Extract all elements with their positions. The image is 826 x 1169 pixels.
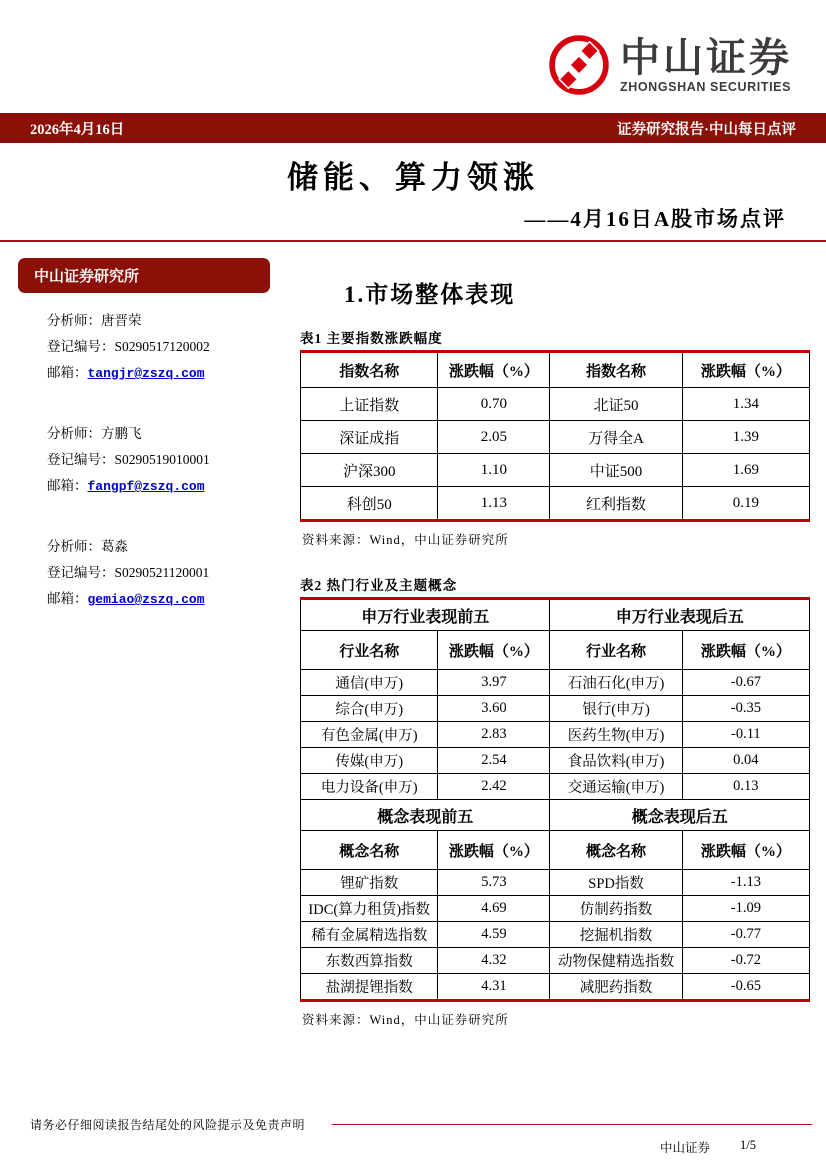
table-cell: 2.83: [438, 722, 550, 748]
report-category: 证券研究报告·中山每日点评: [617, 121, 796, 138]
title-divider: [0, 240, 826, 242]
table-cell: -0.72: [682, 948, 809, 974]
table-cell: 4.31: [438, 974, 550, 1001]
table-cell: -0.77: [682, 922, 809, 948]
table-cell: 1.13: [438, 487, 550, 521]
table-cell: 电力设备(申万): [301, 774, 438, 800]
table-cell: 5.73: [438, 870, 550, 896]
table-cell: 沪深300: [301, 454, 438, 487]
table-cell: 1.34: [682, 388, 809, 421]
column-header: 指数名称: [550, 352, 682, 388]
column-header: 涨跌幅（%）: [438, 352, 550, 388]
table-cell: -0.11: [682, 722, 809, 748]
analyst-sidebar: [18, 258, 270, 613]
table-cell: -1.13: [682, 870, 809, 896]
column-header: 指数名称: [301, 352, 438, 388]
table-row: [301, 922, 810, 948]
analyst-email-row: [47, 586, 270, 613]
table-cell: 科创50: [301, 487, 438, 521]
table-cell: 1.39: [682, 421, 809, 454]
table-cell: 石油石化(申万): [550, 670, 682, 696]
table-row: [301, 722, 810, 748]
report-title: 储能、算力领涨: [287, 160, 539, 195]
table-cell: 仿制药指数: [550, 896, 682, 922]
email-label: 邮箱：: [47, 478, 88, 493]
analyst-email-row: [47, 473, 270, 500]
table-cell: 医药生物(申万): [550, 722, 682, 748]
report-date: 2026年4月16日: [30, 121, 125, 138]
group-header: 概念表现前五: [301, 800, 550, 831]
company-logo: [548, 34, 792, 96]
table-cell: 万得全A: [550, 421, 682, 454]
table-cell: IDC(算力租赁)指数: [301, 896, 438, 922]
table-cell: 2.54: [438, 748, 550, 774]
footer-brand: 中山证券: [660, 1141, 711, 1155]
table-cell: SPD指数: [550, 870, 682, 896]
table-row: [301, 696, 810, 722]
analyst-block: [47, 421, 270, 500]
group-header-row: [301, 800, 810, 831]
footer-disclaimer: 请务必仔细阅读报告结尾处的风险提示及免责声明: [30, 1118, 306, 1132]
table-row: [301, 748, 810, 774]
analyst-registration: 登记编号：S0290517120002: [47, 339, 210, 354]
table-cell: 1.10: [438, 454, 550, 487]
report-subtitle: ——4月16日A股市场点评: [524, 207, 786, 231]
table-row: [301, 421, 810, 454]
table-cell: 交通运输(申万): [550, 774, 682, 800]
page-number: 1/5: [740, 1138, 756, 1152]
column-header: 涨跌幅（%）: [682, 831, 809, 870]
analyst-block: [47, 534, 270, 613]
table1-caption: 表1 主要指数涨跌幅度: [300, 331, 443, 346]
analyst-name: 分析师：唐晋荣: [47, 313, 142, 328]
table-cell: 4.69: [438, 896, 550, 922]
table-cell: 3.97: [438, 670, 550, 696]
table-cell: 上证指数: [301, 388, 438, 421]
table-cell: 通信(申万): [301, 670, 438, 696]
analyst-email-row: [47, 360, 270, 387]
table-row: [301, 896, 810, 922]
table-cell: -0.65: [682, 974, 809, 1001]
table-row: [301, 870, 810, 896]
table-header-row: [301, 352, 810, 388]
table-cell: 2.05: [438, 421, 550, 454]
column-header: 概念名称: [301, 831, 438, 870]
section-title: 1.市场整体表现: [344, 282, 516, 307]
index-performance-table: [300, 350, 810, 522]
table-cell: 银行(申万): [550, 696, 682, 722]
column-header: 涨跌幅（%）: [438, 631, 550, 670]
table-cell: 传媒(申万): [301, 748, 438, 774]
table-cell: 4.59: [438, 922, 550, 948]
table-cell: 综合(申万): [301, 696, 438, 722]
table1-source: 资料来源：Wind，中山证券研究所: [302, 533, 509, 547]
column-header: 涨跌幅（%）: [438, 831, 550, 870]
analyst-registration: 登记编号：S0290519010001: [47, 452, 210, 467]
table-cell: 0.04: [682, 748, 809, 774]
table-cell: 有色金属(申万): [301, 722, 438, 748]
table2-caption: 表2 热门行业及主题概念: [300, 578, 458, 593]
table-row: [301, 454, 810, 487]
analyst-block: [47, 308, 270, 387]
table-cell: 4.32: [438, 948, 550, 974]
table-cell: 中证500: [550, 454, 682, 487]
logo-wordmark: [620, 37, 792, 94]
analyst-registration: 登记编号：S0290521120001: [47, 565, 210, 580]
table-cell: 挖掘机指数: [550, 922, 682, 948]
column-header: 行业名称: [301, 631, 438, 670]
table-row: [301, 670, 810, 696]
table-cell: 1.69: [682, 454, 809, 487]
email-link[interactable]: fangpf@zszq.com: [87, 479, 205, 494]
logo-english-name: ZHONGSHAN SECURITIES: [620, 79, 792, 94]
industry-concept-table: [300, 597, 810, 1002]
footer-divider: [332, 1124, 812, 1125]
footer-pagination: [660, 1138, 756, 1156]
table-cell: 动物保健精选指数: [550, 948, 682, 974]
group-header: 申万行业表现后五: [550, 599, 810, 631]
table-cell: 0.70: [438, 388, 550, 421]
logo-chinese-name: 中山证券: [620, 35, 792, 80]
email-label: 邮箱：: [47, 365, 88, 380]
report-banner: [0, 113, 826, 143]
table-cell: 0.13: [682, 774, 809, 800]
research-institute-header: 中山证券研究所: [18, 258, 270, 293]
group-header-row: [301, 599, 810, 631]
table2-source: 资料来源：Wind，中山证券研究所: [302, 1013, 509, 1027]
table-cell: -0.67: [682, 670, 809, 696]
email-label: 邮箱：: [47, 591, 88, 606]
column-header: 行业名称: [550, 631, 682, 670]
main-content: [300, 276, 810, 1054]
analyst-name: 分析师：葛淼: [47, 539, 128, 554]
table-cell: 0.19: [682, 487, 809, 521]
group-header: 概念表现后五: [550, 800, 810, 831]
table-cell: 盐湖提锂指数: [301, 974, 438, 1001]
table-cell: 东数西算指数: [301, 948, 438, 974]
column-header: 涨跌幅（%）: [682, 352, 809, 388]
table-cell: 2.42: [438, 774, 550, 800]
table-cell: 食品饮料(申万): [550, 748, 682, 774]
table-cell: 红利指数: [550, 487, 682, 521]
email-link[interactable]: gemiao@zszq.com: [87, 592, 205, 607]
table-header-row: [301, 631, 810, 670]
column-header: 概念名称: [550, 831, 682, 870]
table-cell: 北证50: [550, 388, 682, 421]
analyst-name: 分析师：方鹏飞: [47, 426, 142, 441]
group-header: 申万行业表现前五: [301, 599, 550, 631]
table-cell: 深证成指: [301, 421, 438, 454]
zhongshan-logo-icon: [548, 34, 610, 96]
table-row: [301, 974, 810, 1001]
table-row: [301, 487, 810, 521]
table-row: [301, 948, 810, 974]
table-row: [301, 388, 810, 421]
column-header: 涨跌幅（%）: [682, 631, 809, 670]
table-cell: -1.09: [682, 896, 809, 922]
table-cell: 减肥药指数: [550, 974, 682, 1001]
table-cell: 3.60: [438, 696, 550, 722]
table-row: [301, 774, 810, 800]
table-cell: -0.35: [682, 696, 809, 722]
table-cell: 稀有金属精选指数: [301, 922, 438, 948]
table-header-row: [301, 831, 810, 870]
email-link[interactable]: tangjr@zszq.com: [87, 366, 205, 381]
table-cell: 锂矿指数: [301, 870, 438, 896]
